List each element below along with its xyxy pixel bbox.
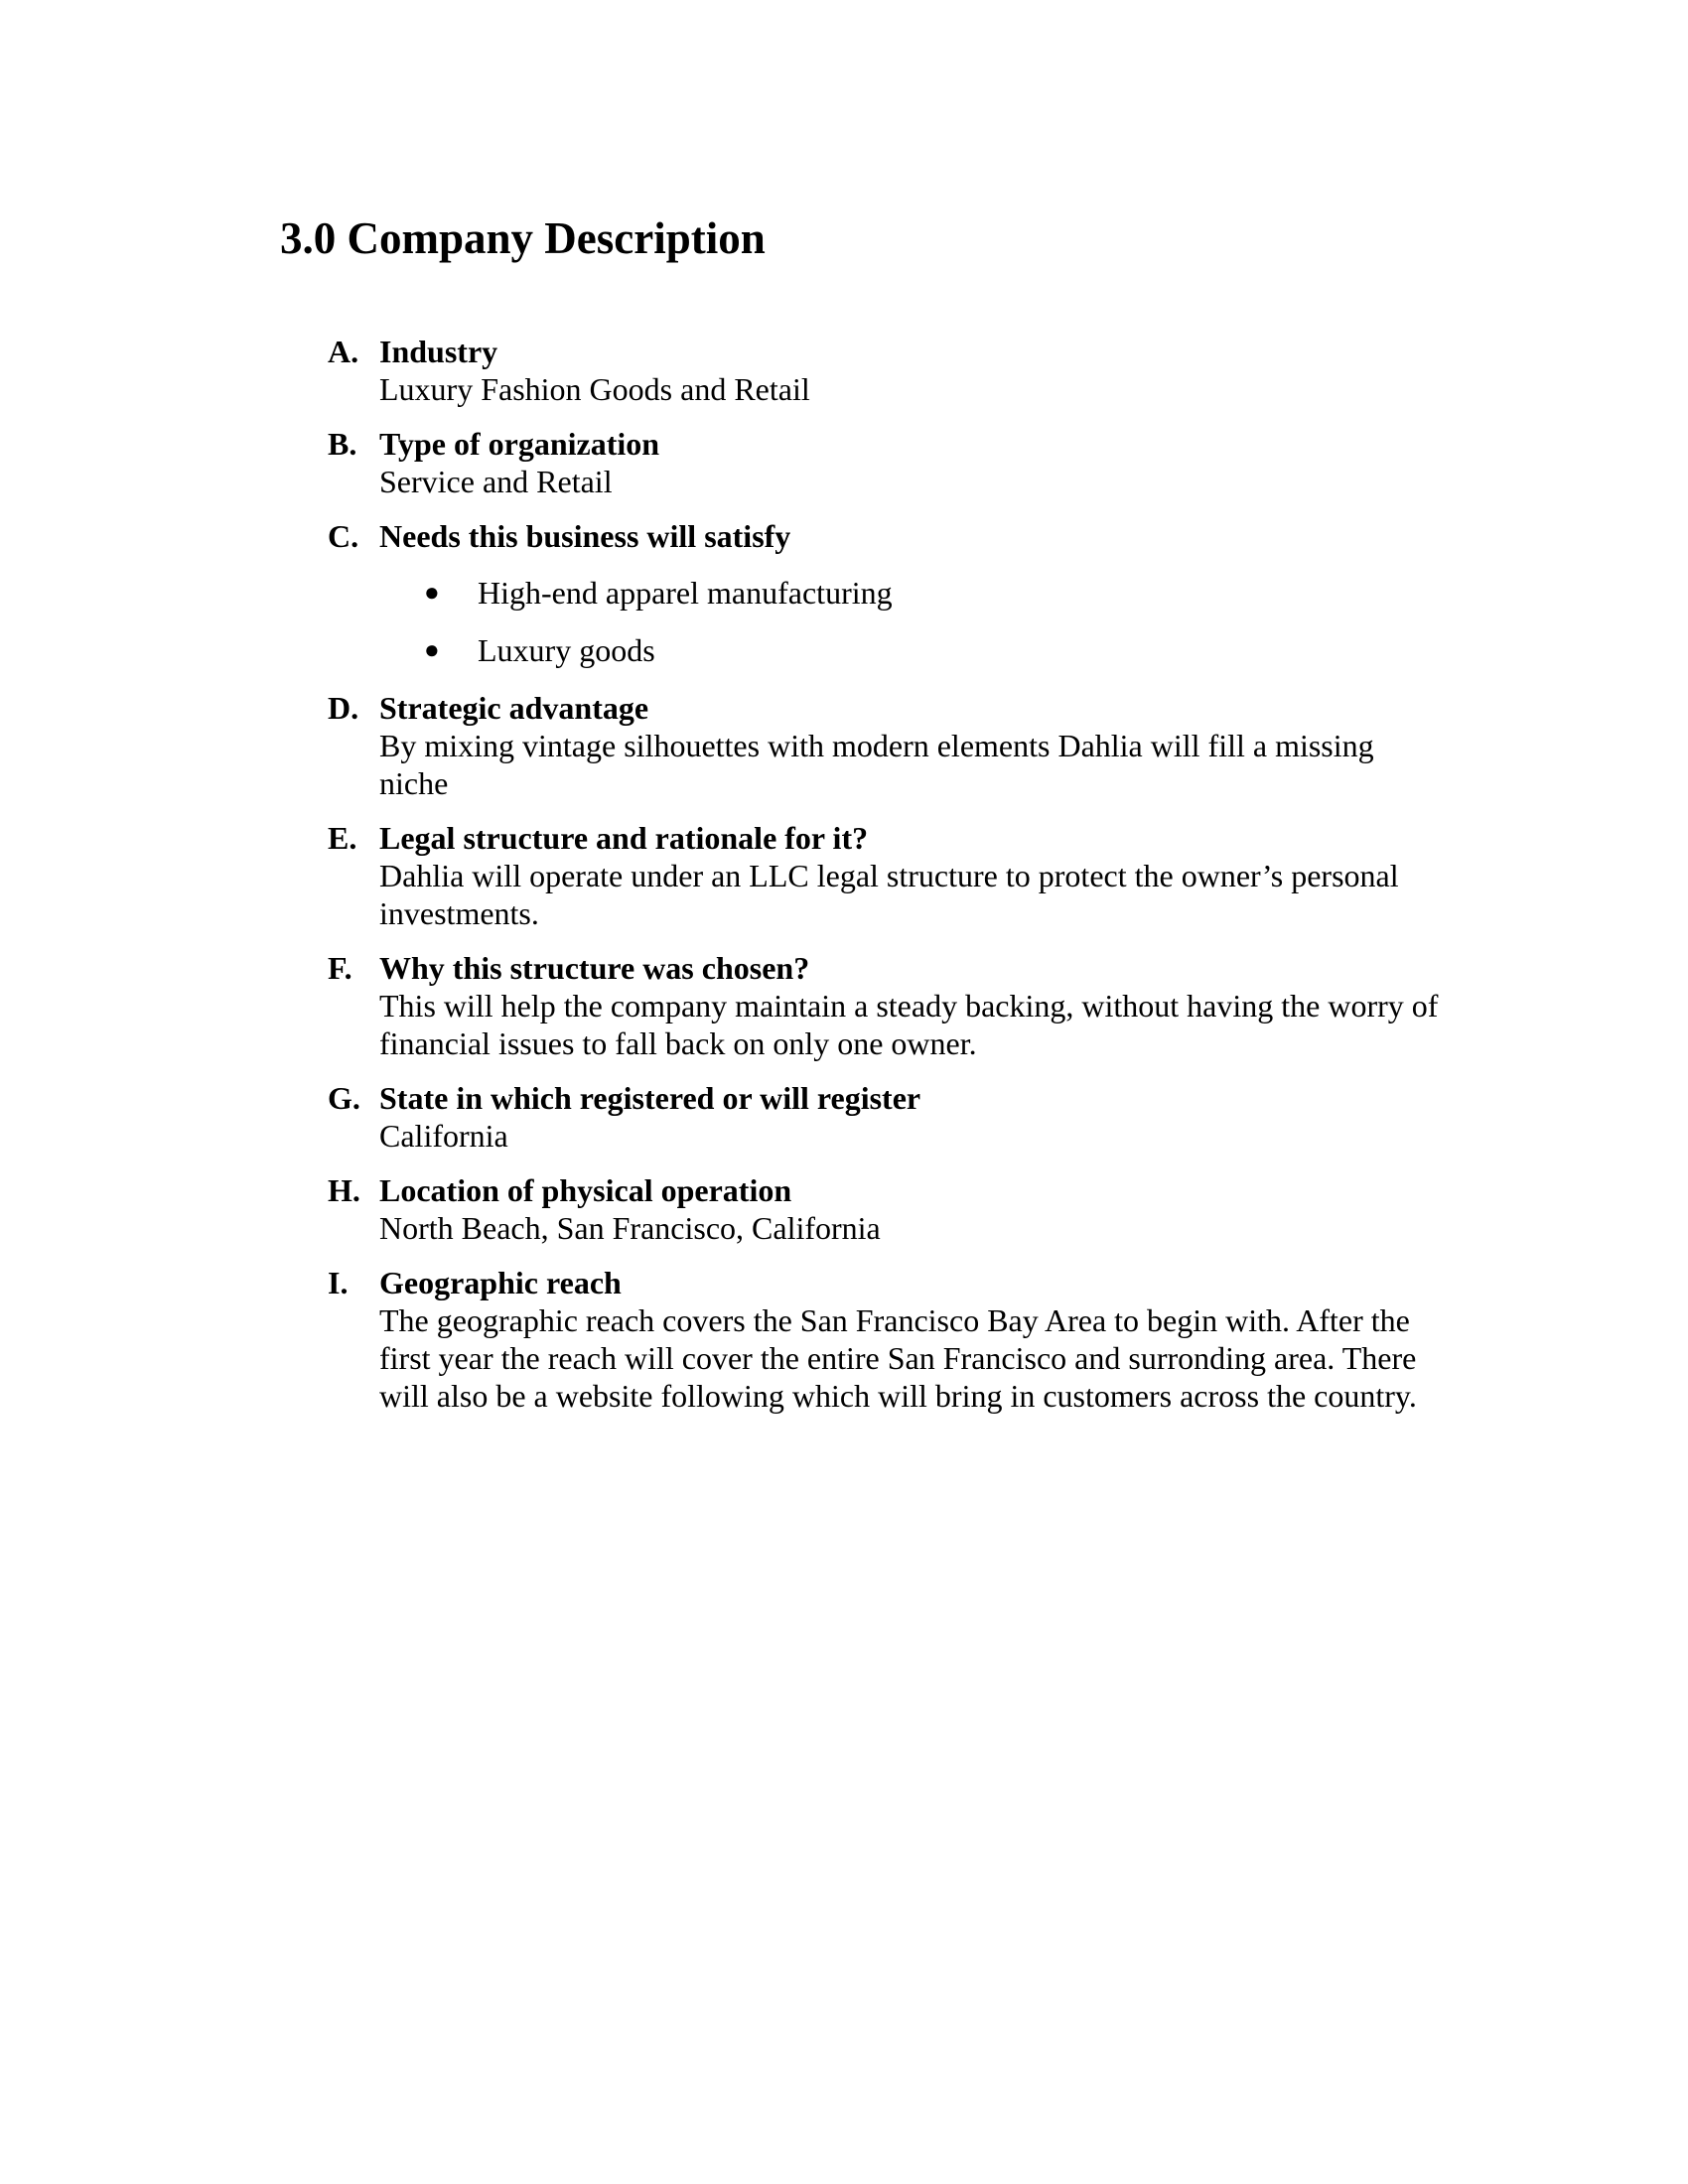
section-heading: State in which registered or will register bbox=[379, 1080, 921, 1116]
section-heading: Strategic advantage bbox=[379, 690, 649, 726]
bullet-icon: ● bbox=[424, 635, 440, 664]
section-heading: Industry bbox=[379, 334, 498, 369]
bullet-text: High-end apparel manufacturing bbox=[478, 575, 893, 611]
section-body: Service and Retail bbox=[379, 464, 613, 499]
section-letter: E. bbox=[328, 820, 357, 856]
section-structure-reason bbox=[328, 949, 1450, 1062]
section-heading: Location of physical operation bbox=[379, 1172, 792, 1208]
section-body: The geographic reach covers the San Francisco Bay Area to begin with. After the first year the reach will cover the entire San Francisco and surronding area. There will also be a website following which will bring in customers across the country. bbox=[379, 1302, 1417, 1414]
section-needs bbox=[328, 517, 1450, 669]
section-heading: Why this structure was chosen? bbox=[379, 950, 810, 986]
section-geographic-reach bbox=[328, 1264, 1450, 1415]
section-body: This will help the company maintain a steady backing, without having the worry of financial issues to fall back on only one owner. bbox=[379, 988, 1439, 1061]
section-state-registered bbox=[328, 1079, 1450, 1155]
section-body: Dahlia will operate under an LLC legal structure to protect the owner’s personal investments. bbox=[379, 858, 1399, 931]
section-location bbox=[328, 1171, 1450, 1247]
section-letter: B. bbox=[328, 426, 357, 462]
section-letter: F. bbox=[328, 950, 352, 986]
section-body: North Beach, San Francisco, California bbox=[379, 1210, 881, 1246]
section-industry bbox=[328, 333, 1450, 408]
bullet-list bbox=[379, 574, 1450, 669]
section-body: Luxury Fashion Goods and Retail bbox=[379, 371, 810, 407]
section-body: By mixing vintage silhouettes with modern elements Dahlia will fill a missing niche bbox=[379, 728, 1374, 801]
section-body: California bbox=[379, 1118, 508, 1154]
bullet-text: Luxury goods bbox=[478, 632, 655, 668]
section-letter: D. bbox=[328, 690, 359, 726]
bullet-item bbox=[379, 631, 1450, 669]
section-letter: H. bbox=[328, 1172, 360, 1208]
section-letter: A. bbox=[328, 334, 359, 369]
section-letter: I. bbox=[328, 1265, 349, 1300]
bullet-icon: ● bbox=[424, 578, 440, 607]
section-organization-type bbox=[328, 425, 1450, 500]
section-heading: Geographic reach bbox=[379, 1265, 622, 1300]
section-letter: C. bbox=[328, 518, 359, 554]
section-legal-structure bbox=[328, 819, 1450, 932]
section-strategic-advantage bbox=[328, 689, 1450, 802]
bullet-item bbox=[379, 574, 1450, 612]
page-title: 3.0 Company Description bbox=[280, 213, 766, 263]
section-letter: G. bbox=[328, 1080, 360, 1116]
section-list bbox=[328, 333, 1450, 1432]
section-heading: Needs this business will satisfy bbox=[379, 518, 791, 554]
section-heading: Type of organization bbox=[379, 426, 660, 462]
section-heading: Legal structure and rationale for it? bbox=[379, 820, 869, 856]
